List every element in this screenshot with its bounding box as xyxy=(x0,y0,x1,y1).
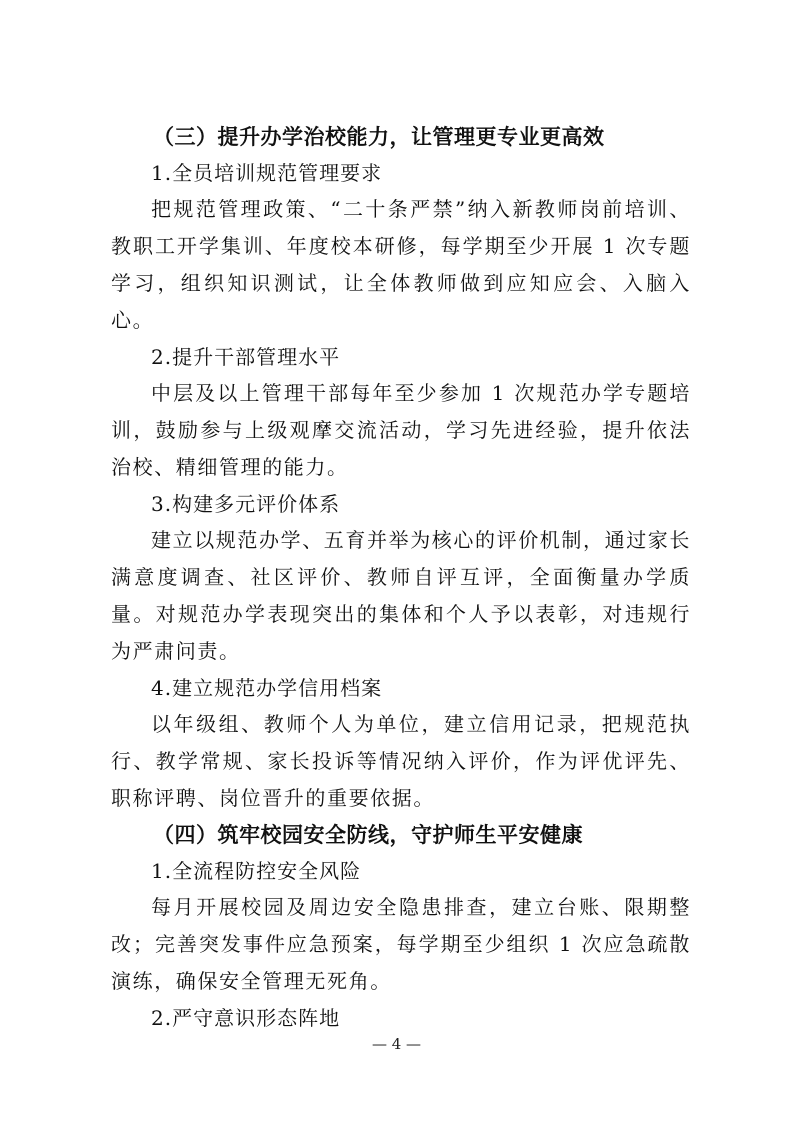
item-text-3-4: 以年级组、教师个人为单位，建立信用记录，把规范执行、教学常规、家长投诉等情况纳入评价，作为评优评先、职称评聘、岗位晋升的重要依据。 xyxy=(111,712,691,810)
item-text-3-1: 把规范管理政策、“二十条严禁”纳入新教师岗前培训、教职工开学集训、年度校本研修，每学期至少开展 1 次专题学习，组织知识测试，让全体教师做到应知应会、入脑入心。 xyxy=(111,197,691,332)
item-text-3-2: 中层及以上管理干部每年至少参加 1 次规范办学专题培训，鼓励参与上级观摩交流活动，学习先进经验，提升依法治校、精细管理的能力。 xyxy=(111,381,691,479)
item-title-3-3: 3.构建多元评价体系 xyxy=(151,492,341,516)
section-heading-4: （四）筑牢校园安全防线，守护师生平安健康 xyxy=(153,822,583,847)
item-text-3-3: 建立以规范办学、五育并举为核心的评价机制，通过家长满意度调查、社区评价、教师自评互评，全面衡量办学质量。对规范办学表现突出的集体和个人予以表彰，对违规行为严肃问责。 xyxy=(111,528,691,663)
item-title-3-2: 2.提升干部管理水平 xyxy=(151,345,341,369)
section-heading-3: （三）提升办学治校能力，让管理更专业更高效 xyxy=(153,124,605,149)
item-title-3-1: 1.全员培训规范管理要求 xyxy=(151,161,383,185)
page-number: — 4 — xyxy=(371,1035,422,1053)
item-title-4-1: 1.全流程防控安全风险 xyxy=(151,859,362,883)
item-text-4-1: 每月开展校园及周边安全隐患排查，建立台账、限期整改；完善突发事件应急预案，每学期至少组织 1 次应急疏散演练，确保安全管理无死角。 xyxy=(111,895,691,993)
document-body xyxy=(111,119,691,1036)
item-title-3-4: 4.建立规范办学信用档案 xyxy=(151,676,383,700)
item-title-4-2: 2.严守意识形态阵地 xyxy=(151,1006,341,1030)
